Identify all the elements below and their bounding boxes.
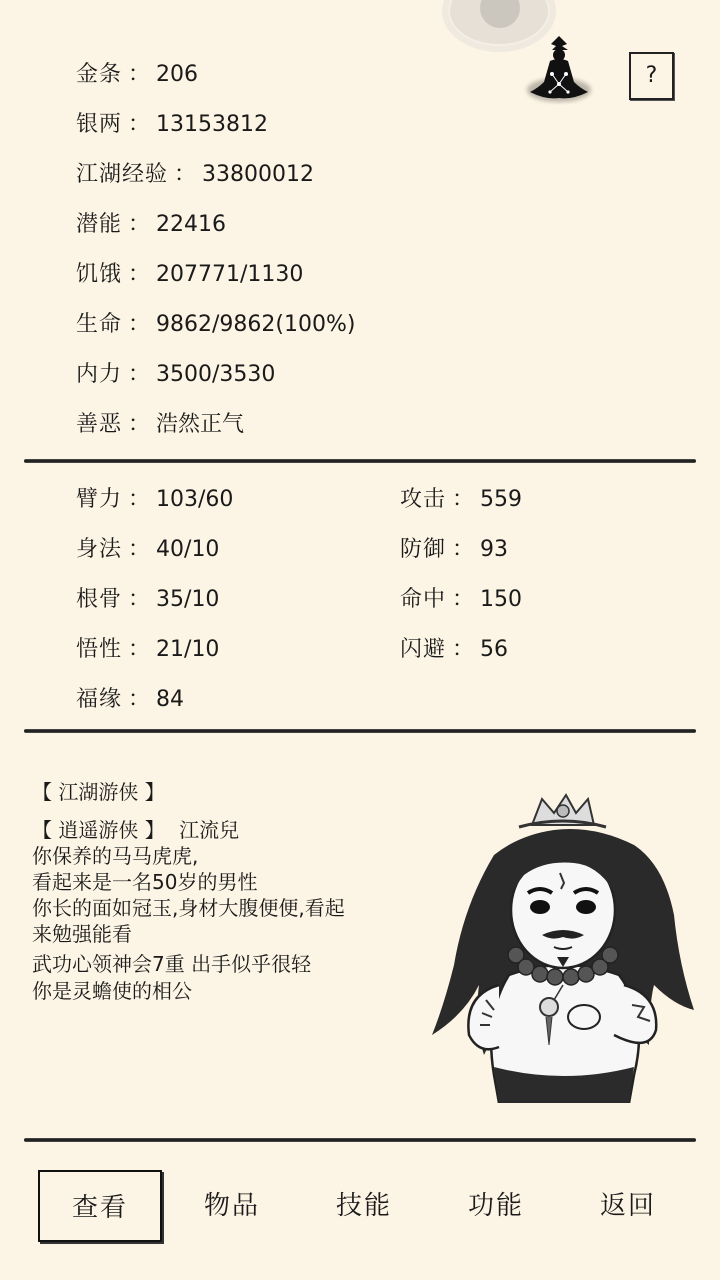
separator: ： xyxy=(128,537,151,562)
attr-intelligence-value: 21/10 xyxy=(156,637,220,662)
stat-morality xyxy=(76,410,244,440)
nav-view-button[interactable]: 查看 xyxy=(38,1170,162,1242)
stat-potential xyxy=(76,210,226,240)
separator: ： xyxy=(128,687,151,712)
separator: ： xyxy=(452,637,475,662)
attr-dodge-label: 闪避 xyxy=(400,637,447,662)
section-divider xyxy=(24,1138,696,1142)
attr-attack-label: 攻击 xyxy=(400,487,447,512)
stat-hunger xyxy=(76,260,303,290)
profile-line: 你长的面如冠玉,身材大腹便便,看起 xyxy=(32,896,345,920)
separator: ： xyxy=(452,487,475,512)
attr-agility-label: 身法 xyxy=(76,537,123,562)
stat-silver xyxy=(76,110,268,140)
separator: ： xyxy=(174,162,197,187)
character-portrait xyxy=(424,785,700,1103)
meditating-figure-logo-icon xyxy=(522,30,596,108)
stat-silver-label: 银两 xyxy=(76,112,123,137)
stat-neili-value: 3500/3530 xyxy=(156,362,276,387)
attr-strength xyxy=(76,485,233,515)
stat-gold xyxy=(76,60,198,90)
stat-exp-label: 江湖经验 xyxy=(76,162,169,187)
stat-neili xyxy=(76,360,275,390)
attr-intelligence-label: 悟性 xyxy=(76,637,123,662)
attr-dodge xyxy=(400,635,508,665)
profile-line: 看起来是一名50岁的男性 xyxy=(32,870,258,894)
attr-strength-value: 103/60 xyxy=(156,487,234,512)
separator: ： xyxy=(128,362,151,387)
separator: ： xyxy=(128,412,151,437)
attr-defense-label: 防御 xyxy=(400,537,447,562)
stat-exp-value: 33800012 xyxy=(202,162,315,187)
separator: ： xyxy=(128,212,151,237)
separator: ： xyxy=(452,587,475,612)
stat-neili-label: 内力 xyxy=(76,362,123,387)
stat-gold-label: 金条 xyxy=(76,62,123,87)
stat-potential-label: 潜能 xyxy=(76,212,123,237)
attr-hit-label: 命中 xyxy=(400,587,447,612)
stat-life-value: 9862/9862(100%) xyxy=(156,312,356,337)
attr-hit xyxy=(400,585,522,615)
separator: ： xyxy=(128,62,151,87)
profile-rank-line xyxy=(32,817,239,843)
attr-luck-label: 福缘 xyxy=(76,687,123,712)
separator: ： xyxy=(452,537,475,562)
attr-dodge-value: 56 xyxy=(480,637,509,662)
nav-functions-button[interactable]: 功能 xyxy=(467,1191,524,1221)
attr-luck-value: 84 xyxy=(156,687,185,712)
stat-hunger-value: 207771/1130 xyxy=(156,262,304,287)
attr-agility-value: 40/10 xyxy=(156,537,220,562)
stat-life xyxy=(76,310,355,340)
attr-hit-value: 150 xyxy=(480,587,523,612)
separator: ： xyxy=(128,487,151,512)
attr-constitution-value: 35/10 xyxy=(156,587,220,612)
stat-morality-value: 浩然正气 xyxy=(156,412,245,437)
section-divider xyxy=(24,459,696,463)
nav-items-button[interactable]: 物品 xyxy=(203,1191,260,1221)
profile-line: 武功心领神会7重 出手似乎很轻 xyxy=(32,952,312,976)
profile-line: 你是灵蟾使的相公 xyxy=(32,979,192,1003)
nav-skills-button[interactable]: 技能 xyxy=(335,1191,392,1221)
section-divider xyxy=(24,729,696,733)
stat-gold-value: 206 xyxy=(156,62,199,87)
attr-agility xyxy=(76,535,219,565)
attr-intelligence xyxy=(76,635,219,665)
separator: ： xyxy=(128,637,151,662)
separator: ： xyxy=(128,312,151,337)
toggle-knob-icon xyxy=(480,0,520,28)
profile-rank: 【 逍遥游侠 】 xyxy=(32,818,165,842)
profile-title: 【 江湖游侠 】 xyxy=(32,780,165,804)
profile-name: 江流兒 xyxy=(179,818,240,842)
stat-morality-label: 善恶 xyxy=(76,412,123,437)
attr-strength-label: 臂力 xyxy=(76,487,123,512)
profile-line: 你保养的马马虎虎, xyxy=(32,844,199,868)
attr-attack xyxy=(400,485,522,515)
help-button[interactable]: ? xyxy=(629,52,674,100)
stat-hunger-label: 饥饿 xyxy=(76,262,123,287)
stat-life-label: 生命 xyxy=(76,312,123,337)
attr-luck xyxy=(76,685,184,715)
separator: ： xyxy=(128,112,151,137)
stat-silver-value: 13153812 xyxy=(156,112,269,137)
attr-constitution xyxy=(76,585,219,615)
attr-attack-value: 559 xyxy=(480,487,523,512)
stat-potential-value: 22416 xyxy=(156,212,227,237)
separator: ： xyxy=(128,587,151,612)
attr-defense xyxy=(400,535,508,565)
profile-line: 来勉强能看 xyxy=(32,922,132,946)
attr-defense-value: 93 xyxy=(480,537,509,562)
separator: ： xyxy=(128,262,151,287)
attr-constitution-label: 根骨 xyxy=(76,587,123,612)
stat-exp xyxy=(76,160,314,190)
nav-back-button[interactable]: 返回 xyxy=(599,1191,656,1221)
